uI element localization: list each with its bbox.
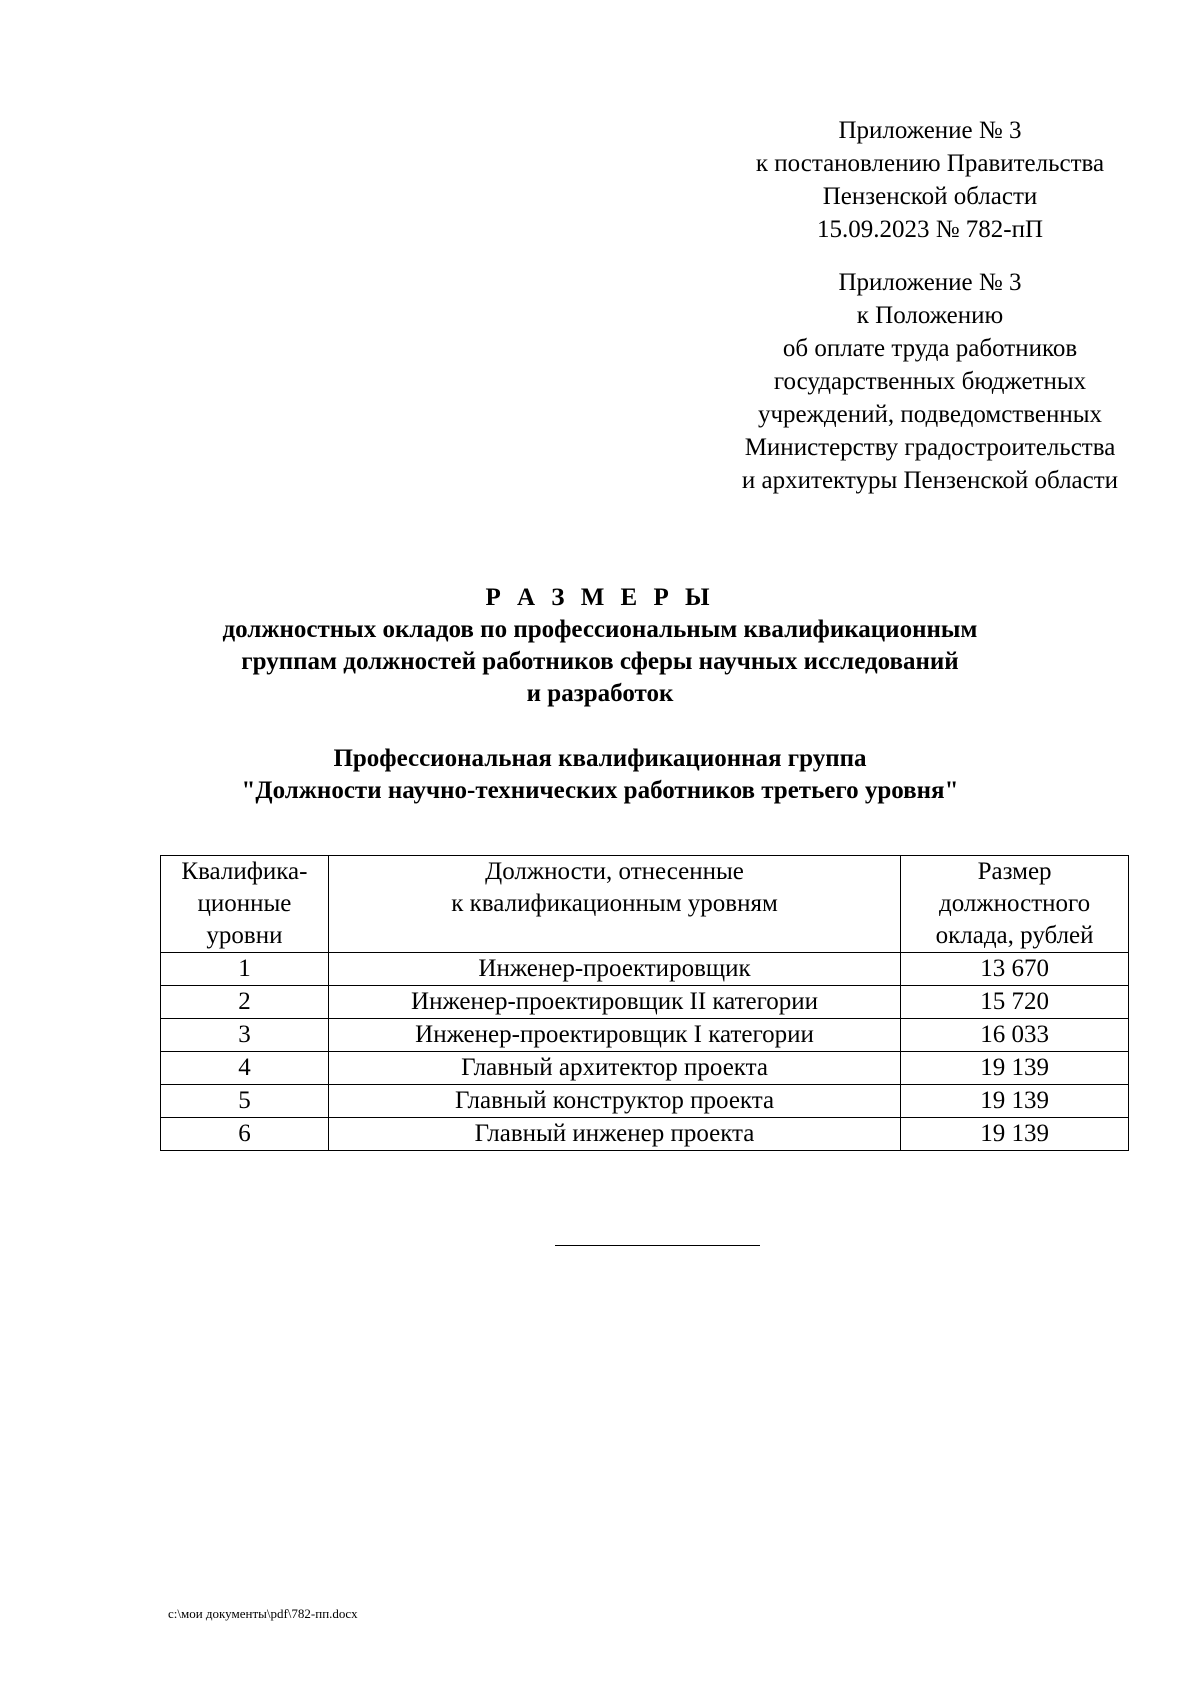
- title-line: и разработок: [526, 680, 674, 707]
- cell-level: 5: [161, 1085, 329, 1118]
- header-salary: Размер должностного оклада, рублей: [901, 856, 1129, 953]
- cell-salary: 19 139: [901, 1085, 1129, 1118]
- appendix-line: к постановлению Правительства: [755, 150, 1105, 177]
- table-row: [161, 1052, 1129, 1085]
- cell-level: 4: [161, 1052, 329, 1085]
- cell-level: 1: [161, 953, 329, 986]
- salary-table: [160, 855, 1129, 1151]
- cell-position: Главный архитектор проекта: [328, 1052, 900, 1085]
- group-heading-line: "Должности научно-технических работников третьего уровня": [241, 777, 959, 804]
- appendix-line: 15.09.2023 № 782-пП: [816, 216, 1044, 243]
- table-row: [161, 1019, 1129, 1052]
- cell-level: 6: [161, 1118, 329, 1151]
- cell-position: Главный конструктор проекта: [328, 1085, 900, 1118]
- header-positions: Должности, отнесенные к квалификационным уровням: [328, 856, 900, 953]
- cell-salary: 16 033: [901, 1019, 1129, 1052]
- cell-position: Главный инженер проекта: [328, 1118, 900, 1151]
- group-heading-line: Профессиональная квалификационная группа: [333, 745, 867, 772]
- cell-position: Инженер-проектировщик: [328, 953, 900, 986]
- cell-position: Инженер-проектировщик II категории: [328, 986, 900, 1019]
- closing-rule: [555, 1245, 760, 1246]
- cell-salary: 19 139: [901, 1052, 1129, 1085]
- title-line: должностных окладов по профессиональным квалификационным: [222, 616, 978, 643]
- table-row: [161, 1085, 1129, 1118]
- appendix-block-regulation: [700, 266, 1160, 497]
- cell-salary: 19 139: [901, 1118, 1129, 1151]
- appendix-line: Приложение № 3: [838, 269, 1022, 296]
- appendix-line: Министерству градостроительства: [744, 434, 1116, 461]
- appendix-block-resolution: [700, 114, 1160, 246]
- title-line: группам должностей работников сферы научных исследований: [241, 648, 959, 675]
- table-row: [161, 953, 1129, 986]
- cell-level: 2: [161, 986, 329, 1019]
- document-title: [0, 582, 1200, 710]
- appendix-line: государственных бюджетных: [773, 368, 1087, 395]
- cell-salary: 13 670: [901, 953, 1129, 986]
- cell-level: 3: [161, 1019, 329, 1052]
- cell-salary: 15 720: [901, 986, 1129, 1019]
- appendix-line: Приложение № 3: [838, 117, 1022, 144]
- appendix-line: Пензенской области: [822, 183, 1038, 210]
- appendix-line: к Положению: [856, 302, 1004, 329]
- title-main: Р А З М Е Р Ы: [485, 584, 715, 611]
- cell-position: Инженер-проектировщик I категории: [328, 1019, 900, 1052]
- appendix-line: и архитектуры Пензенской области: [741, 467, 1119, 494]
- file-path-footer: c:\мои документы\pdf\782-пп.docx: [168, 1606, 358, 1621]
- appendix-line: об оплате труда работников: [782, 335, 1078, 362]
- table-row: [161, 1118, 1129, 1151]
- table-row: [161, 986, 1129, 1019]
- header-levels: Квалифика- ционные уровни: [161, 856, 329, 953]
- group-heading: [0, 743, 1200, 807]
- table-header-row: [161, 856, 1129, 953]
- appendix-line: учреждений, подведомственных: [757, 401, 1103, 428]
